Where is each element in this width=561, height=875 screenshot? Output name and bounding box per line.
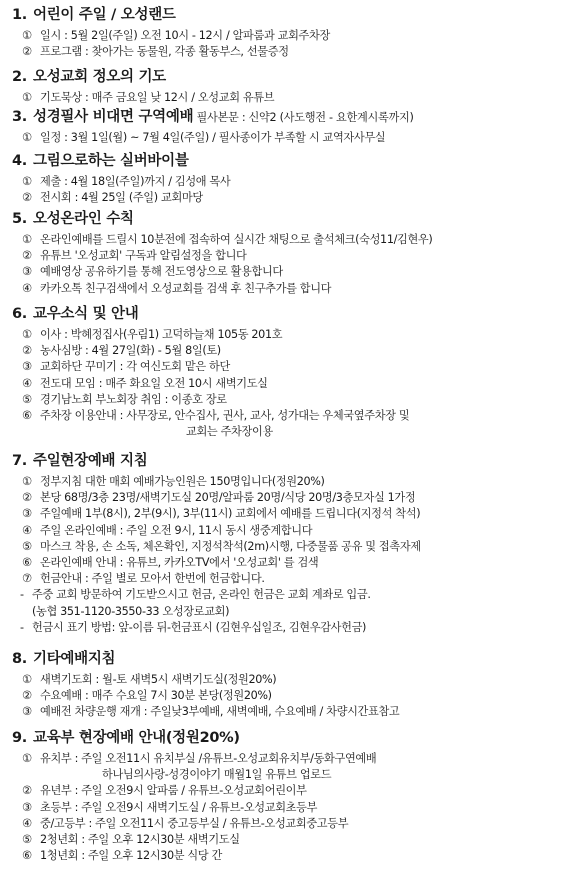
item-marker: ① bbox=[22, 673, 32, 686]
list-item bbox=[22, 783, 307, 798]
item-text: 본당 68명/3층 23명/새벽기도실 20명/알파룸 20명/식당 20명/3층모자실 1가정 bbox=[40, 491, 416, 505]
list-item bbox=[22, 327, 282, 342]
section-title: 오성온라인 수칙 bbox=[33, 211, 134, 227]
item-marker: ③ bbox=[22, 705, 32, 719]
item-text: 일정 : 3월 1일(월) ~ 7월 4일(주일) / 필사종이가 부족할 시 교역자사무실 bbox=[40, 131, 386, 144]
item-text: 유년부 : 주일 오전9시 알파룸 / 유튜브-오성교회어린이부 bbox=[40, 784, 307, 798]
section-number: 8. bbox=[12, 651, 27, 667]
section-title: 성경필사 비대면 구역예배 bbox=[33, 109, 194, 125]
list-item bbox=[22, 539, 421, 554]
item-text: 마스크 착용, 손 소독, 체온확인, 지정석착석(2m)시행, 다중물품 공유 및 접촉자제 bbox=[40, 539, 421, 553]
list-item bbox=[22, 751, 376, 766]
item-marker: - bbox=[20, 588, 24, 602]
list-item bbox=[22, 688, 272, 703]
item-marker: ② bbox=[22, 344, 32, 358]
list-item bbox=[22, 190, 203, 205]
item-text: 주중 교회 방문하여 기도받으시고 헌금, 온라인 헌금은 교회 계좌로 입금. bbox=[32, 588, 371, 602]
item-text: 카카오톡 친구검색에서 오성교회를 검색 후 친구추가를 합니다 bbox=[40, 281, 332, 295]
item-marker: ③ bbox=[22, 800, 32, 814]
list-item bbox=[20, 620, 366, 635]
item-marker: ④ bbox=[22, 523, 32, 537]
item-text: 일시 : 5월 2일(주일) 오전 10시 - 12시 / 알파룸과 교회주차장 bbox=[40, 29, 330, 42]
section-number: 6. bbox=[12, 306, 27, 322]
item-text: 수요예배 : 매주 수요일 7시 30분 본당(정원20%) bbox=[40, 689, 272, 703]
section-heading bbox=[12, 108, 414, 127]
list-item bbox=[22, 816, 348, 831]
item-marker: ① bbox=[22, 328, 32, 341]
item-marker: ① bbox=[22, 29, 32, 42]
section-number: 1. bbox=[12, 7, 27, 23]
item-text: 주일 온라인예배 : 주일 오전 9시, 11시 동시 생중계합니다 bbox=[40, 523, 313, 537]
item-text: 경기남노회 부노회장 취임 : 이종호 장로 bbox=[40, 392, 227, 406]
item-text: 헌금안내 : 주일 별로 모아서 한번에 헌금합니다. bbox=[40, 572, 265, 586]
item-marker: ⑥ bbox=[22, 849, 32, 863]
item-text: 2청년회 : 주일 오후 12시30분 새벽기도실 bbox=[40, 833, 240, 846]
item-marker: ① bbox=[22, 175, 32, 188]
section-number: 7. bbox=[12, 453, 27, 469]
item-marker: ① bbox=[22, 131, 32, 144]
item-text: 제출 : 4월 18일(주일)까지 / 김성애 목사 bbox=[40, 175, 231, 188]
list-item bbox=[22, 28, 330, 43]
item-text: 유튜브 '오성교회' 구독과 알림설정을 합니다 bbox=[40, 249, 247, 263]
section-heading bbox=[12, 650, 115, 668]
item-text: 교회는 주차장이용 bbox=[186, 425, 273, 439]
item-marker: ⑥ bbox=[22, 409, 32, 422]
list-item bbox=[22, 90, 274, 105]
section-title-note: 필사본문 : 신약2 (사도행전 - 요한계시록까지) bbox=[193, 111, 414, 124]
list-item bbox=[22, 571, 265, 586]
list-item bbox=[22, 44, 289, 59]
list-item bbox=[22, 672, 276, 687]
item-marker: ② bbox=[22, 689, 32, 703]
item-marker: ⑤ bbox=[22, 833, 32, 846]
item-text: (농협 351-1120-3550-33 오성장로교회) bbox=[32, 604, 230, 618]
list-item bbox=[22, 343, 221, 358]
item-text: 주일예배 1부(8시), 2부(9시), 3부(11시) 교회에서 예배를 드립니다(지정석 착석) bbox=[40, 507, 421, 521]
item-text: 농사심방 : 4월 27일(화) - 5월 8일(토) bbox=[40, 344, 221, 358]
item-text: 하나님의사랑-성경이야기 매월1일 유튜브 업로드 bbox=[102, 768, 332, 782]
item-marker: - bbox=[20, 620, 24, 634]
list-item bbox=[22, 848, 222, 863]
item-text: 프로그램 : 찾아가는 동물원, 각종 활동부스, 선물증정 bbox=[40, 45, 289, 59]
item-text: 교회하단 꾸미기 : 각 여신도회 맡은 하단 bbox=[40, 360, 230, 374]
item-text: 예배전 차량운행 재개 : 주일낮3부예배, 새벽예배, 수요예배 / 차량시간표참고 bbox=[40, 705, 400, 719]
section-number: 2. bbox=[12, 69, 27, 85]
section-title: 어린이 주일 / 오성랜드 bbox=[33, 7, 176, 23]
section-number: 4. bbox=[12, 153, 27, 169]
list-item bbox=[22, 800, 317, 815]
item-marker: ③ bbox=[22, 360, 32, 374]
list-item bbox=[22, 392, 227, 407]
item-text: 예배영상 공유하기를 통해 전도영상으로 활용합니다 bbox=[40, 265, 283, 279]
item-text: 전도대 모임 : 매주 화요일 오전 10시 새벽기도실 bbox=[40, 376, 268, 390]
item-marker: ① bbox=[22, 752, 32, 765]
item-marker: ① bbox=[22, 475, 32, 488]
section-heading bbox=[12, 6, 176, 24]
item-marker: ⑦ bbox=[22, 572, 32, 586]
item-marker: ④ bbox=[22, 376, 32, 390]
list-item bbox=[22, 408, 409, 423]
item-text: 온라인예배 안내 : 유튜브, 카카오TV에서 '오성교회' 를 검색 bbox=[40, 556, 319, 569]
item-marker: ① bbox=[22, 233, 32, 246]
list-item bbox=[22, 832, 240, 847]
item-text: 유치부 : 주일 오전11시 유치부실 /유튜브-오성교회유치부/동화구연예배 bbox=[40, 752, 377, 765]
list-item bbox=[22, 264, 283, 279]
section-title: 교육부 현장예배 안내(정원20%) bbox=[33, 730, 240, 746]
item-marker: ③ bbox=[22, 507, 32, 521]
item-text: 이사 : 박혜정집사(우림1) 고덕하늘채 105동 201호 bbox=[40, 328, 283, 341]
item-marker: ④ bbox=[22, 281, 32, 295]
item-marker: ④ bbox=[22, 816, 32, 830]
list-item bbox=[22, 474, 325, 489]
section-title: 오성교회 정오의 기도 bbox=[33, 69, 166, 85]
list-item bbox=[22, 359, 230, 374]
section-heading bbox=[12, 305, 138, 323]
item-marker: ③ bbox=[22, 265, 32, 279]
list-item bbox=[22, 130, 385, 145]
section-title: 그림으로하는 실버바이블 bbox=[33, 153, 189, 169]
section-heading bbox=[12, 68, 166, 86]
section-number: 9. bbox=[12, 730, 27, 746]
section-title: 주일현장예배 지침 bbox=[33, 453, 148, 469]
item-marker: ② bbox=[22, 784, 32, 798]
list-item bbox=[22, 490, 415, 505]
item-text: 전시회 : 4월 25일 (주일) 교회마당 bbox=[40, 191, 203, 205]
list-item bbox=[102, 767, 331, 782]
item-text: 새벽기도회 : 월-토 새벽5시 새벽기도실(정원20%) bbox=[40, 673, 277, 686]
item-marker: ② bbox=[22, 191, 32, 205]
list-item bbox=[22, 506, 420, 521]
item-marker: ⑤ bbox=[22, 539, 32, 553]
list-item bbox=[22, 523, 312, 538]
list-item bbox=[22, 248, 247, 263]
list-item bbox=[32, 604, 229, 619]
section-number: 5. bbox=[12, 211, 27, 227]
item-text: 정부지침 대한 매회 예배가능인원은 150명입니다(정원20%) bbox=[40, 475, 325, 488]
item-text: 헌금시 표기 방법: 앞-이름 뒤-헌금표시 (김현우십일조, 김현우감사헌금) bbox=[32, 620, 367, 634]
item-marker: ② bbox=[22, 249, 32, 263]
list-item bbox=[22, 174, 230, 189]
item-text: 기도묵상 : 매주 금요일 낮 12시 / 오성교회 유튜브 bbox=[40, 91, 275, 104]
list-item bbox=[22, 376, 268, 391]
section-heading bbox=[12, 452, 147, 470]
item-marker: ① bbox=[22, 91, 32, 104]
item-marker: ② bbox=[22, 45, 32, 59]
list-item bbox=[22, 232, 432, 247]
item-marker: ⑤ bbox=[22, 392, 32, 406]
item-text: 중/고등부 : 주일 오전11시 중고등부실 / 유튜브-오성교회중고등부 bbox=[40, 816, 349, 830]
list-item bbox=[22, 704, 399, 719]
list-item bbox=[22, 281, 331, 296]
section-heading bbox=[12, 210, 134, 228]
item-marker: ⑥ bbox=[22, 556, 32, 569]
section-heading bbox=[12, 152, 189, 170]
item-text: 1청년회 : 주일 오후 12시30분 식당 간 bbox=[40, 849, 222, 863]
section-title: 교우소식 및 안내 bbox=[33, 306, 139, 322]
list-item bbox=[20, 587, 371, 602]
item-text: 초등부 : 주일 오전9시 새벽기도실 / 유튜브-오성교회초등부 bbox=[40, 800, 318, 814]
item-text: 온라인예배를 드릴시 10분전에 접속하여 실시간 채팅으로 출석체크(숙성11/김현우) bbox=[40, 233, 433, 246]
item-marker: ② bbox=[22, 491, 32, 505]
section-number: 3. bbox=[12, 109, 27, 125]
list-item bbox=[186, 424, 273, 439]
section-title: 기타예배지침 bbox=[33, 651, 116, 667]
item-text: 주차장 이용안내 : 사무장로, 안수집사, 권사, 교사, 성가대는 우체국옆주차장 및 bbox=[40, 409, 410, 422]
list-item bbox=[22, 555, 318, 570]
section-heading bbox=[12, 729, 240, 747]
